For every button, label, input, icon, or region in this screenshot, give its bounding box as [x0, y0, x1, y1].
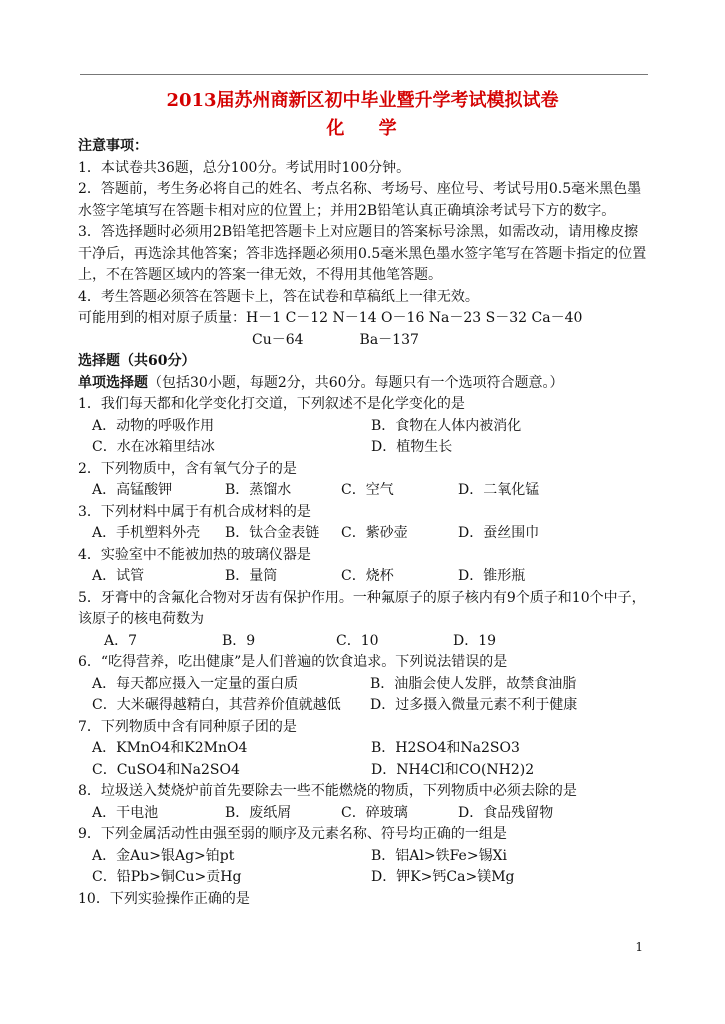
option: B．9 [222, 632, 256, 649]
exam-title: 2013届苏州商新区初中毕业暨升学考试模拟试卷 [166, 90, 559, 111]
option: D．植物生长 [371, 439, 453, 455]
notes-heading: 注意事项： [78, 138, 148, 154]
option: A．高锰酸钾 [92, 482, 173, 498]
option: C．紫砂壶 [341, 525, 408, 541]
option: C．10 [336, 632, 379, 649]
atomic-mass-line-2 [78, 330, 650, 352]
question-stem: 9．下列金属活动性由强至弱的顺序及元素名称、符号均正确的一组是 [78, 826, 507, 842]
question-options [78, 566, 650, 588]
option: C．铅Pb>铜Cu>贡Hg [92, 869, 242, 885]
question-options [78, 416, 650, 459]
option: A．每天都应摄入一定量的蛋白质 [92, 675, 299, 692]
question-options [78, 803, 650, 825]
option: A．KMnO4和K2MnO4 [92, 740, 248, 756]
question-stem: 8．垃圾送入焚烧炉前首先要除去一些不能燃烧的物质，下列物质中必须去除的是 [78, 783, 577, 799]
question-options [78, 631, 650, 653]
option: D．蚕丝围巾 [458, 525, 540, 541]
option: C．烧杯 [341, 568, 394, 584]
option: B．废纸屑 [225, 804, 292, 821]
question-stem: 10．下列实验操作正确的是 [78, 890, 250, 907]
option: D．钾K>钙Ca>镁Mg [371, 869, 515, 885]
note-item-3: 3．答选择题时必须用2B铅笔把答题卡上对应题目的答案标号涂黑，如需改动，请用橡皮擦干净后，再选涂其他答案；答非选择题必须用0.5毫米黑色墨水签字笔写在答题卡指定的位置上，不在答题区域内的答案一律无效，不得用其他笔答题。 [78, 224, 647, 283]
option: C．大米碾得越精白，其营养价值就越低 [92, 697, 341, 713]
option: D．过多摄入微量元素不利于健康 [370, 697, 578, 713]
note-item-4: 4．考生答题必须答在答题卡上，答在试卷和草稿纸上一律无效。 [78, 288, 479, 305]
option: D．NH4Cl和CO(NH2)2 [371, 761, 535, 778]
section-sub-note: （包括30小题，每题2分，共60分。每题只有一个选项符合题意。） [148, 374, 564, 391]
option: B．H2SO4和Na2SO3 [371, 740, 520, 756]
option: B．蒸馏水 [225, 482, 292, 498]
page-number: 1 [635, 940, 643, 954]
question-options [78, 846, 650, 889]
question-stem: 7．下列物质中含有同种原子团的是 [78, 718, 297, 735]
question-stem: 2．下列物质中，含有氧气分子的是 [78, 460, 297, 477]
question-stem: 3．下列材料中属于有机合成材料的是 [78, 503, 311, 520]
option: D．食品残留物 [458, 804, 554, 821]
option: B．油脂会使人发胖，故禁食油脂 [370, 675, 577, 692]
question-options [78, 480, 650, 502]
option: C．碎玻璃 [341, 804, 408, 821]
atomic-mass-line: 可能用到的相对原子质量：H－1 C－12 N－14 O－16 Na－23 S－32 Ca－40 [78, 310, 583, 326]
question-options [78, 674, 650, 717]
question-options [78, 738, 650, 781]
option: B．钛合金表链 [225, 525, 320, 541]
note-item-2: 2．答题前，考生务必将自己的姓名、考点名称、考场号、座位号、考试号用0.5毫米黑色墨水签字笔填写在答题卡相对应的位置上；并用2B铅笔认真正确填涂考试号下方的数字。 [78, 181, 642, 219]
option: A．试管 [92, 568, 145, 584]
question-stem: 6．“吃得营养，吃出健康”是人们普遍的饮食追求。下列说法错误的是 [78, 654, 508, 670]
option: A．手机塑料外壳 [92, 525, 201, 541]
note-item-1: 1．本试卷共36题，总分100分。考试用时100分钟。 [78, 159, 411, 176]
option: A．7 [104, 632, 138, 649]
header-rule [80, 74, 648, 75]
atomic-mass-cu: Cu－64 [252, 331, 304, 348]
option: D．19 [453, 632, 497, 649]
section-heading: 选择题（共60分） [78, 353, 196, 369]
option: C．CuSO4和Na2SO4 [92, 761, 240, 778]
option: A．动物的呼吸作用 [92, 417, 215, 434]
option: C．水在冰箱里结冰 [92, 439, 215, 455]
subject-title: 化 学 [326, 118, 411, 139]
atomic-mass-ba: Ba－137 [359, 331, 419, 348]
option: A．金Au>银Ag>铂pt [92, 847, 235, 864]
option: D．二氧化锰 [458, 482, 540, 498]
option: C．空气 [341, 482, 394, 498]
question-stem: 1．我们每天都和化学变化打交道，下列叙述不是化学变化的是 [78, 396, 465, 412]
option: A．干电池 [92, 804, 159, 821]
section-sub-heading: 单项选择题 [78, 374, 148, 391]
option: B．量筒 [225, 568, 278, 584]
question-stem: 5．牙膏中的含氟化合物对牙齿有保护作用。一种氟原子的原子核内有9个质子和10个中子，该原子的核电荷数为 [78, 589, 646, 627]
exam-content [78, 136, 650, 910]
option: D．锥形瓶 [458, 568, 526, 584]
section-sub [78, 373, 650, 395]
option: B．铝Al>铁Fe>锡Xi [371, 847, 508, 864]
question-stem: 4．实验室中不能被加热的玻璃仪器是 [78, 546, 311, 563]
option: B．食物在人体内被消化 [371, 417, 522, 434]
question-options [78, 523, 650, 545]
